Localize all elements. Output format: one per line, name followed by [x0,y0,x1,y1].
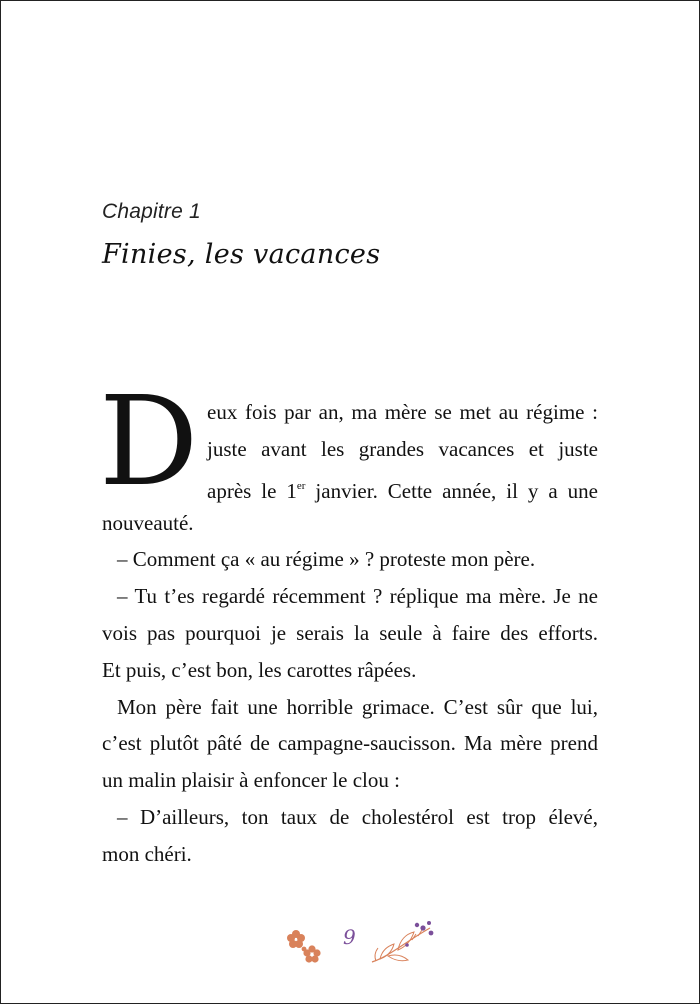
berry-branch-icon [372,921,433,962]
text-line: juste avant les grandes vacances et juste [207,437,598,461]
text-line: – Comment ça « au régime » ? proteste mon père. [117,547,536,571]
text-line: vois pas pourquoi je serais la seule à faire des efforts. [102,621,598,645]
superscript: er [296,480,306,492]
text-span: janvier. Cette année, il y a une [305,479,598,503]
text-line: Mon père fait une horrible grimace. C’est sûr que lui, [117,695,598,719]
text-line: un malin plaisir à enfoncer le clou : [102,768,400,792]
footer-ornament [280,912,440,972]
text-line: – Tu t’es regardé récemment ? réplique ma mère. Je ne [117,584,598,608]
text-line [207,468,598,509]
text-span: après le 1 [207,479,297,503]
text-line: Et puis, c’est bon, les carottes râpées. [102,658,417,682]
page-number: 9 [343,925,356,949]
chapter-title: Finies, les vacances [102,239,381,270]
drop-cap: D [99,370,199,514]
text-line: c’est plutôt pâté de campagne-saucisson. Ma mère prend [102,731,598,755]
text-line: nouveauté. [102,511,194,535]
text-line: – D’ailleurs, ton taux de cholestérol est trop élevé, [117,805,598,829]
text-line: mon chéri. [102,842,192,866]
flower-ornament-icon [287,930,321,963]
text-line: eux fois par an, ma mère se met au régime : [207,400,598,424]
chapter-label: Chapitre 1 [102,200,201,223]
